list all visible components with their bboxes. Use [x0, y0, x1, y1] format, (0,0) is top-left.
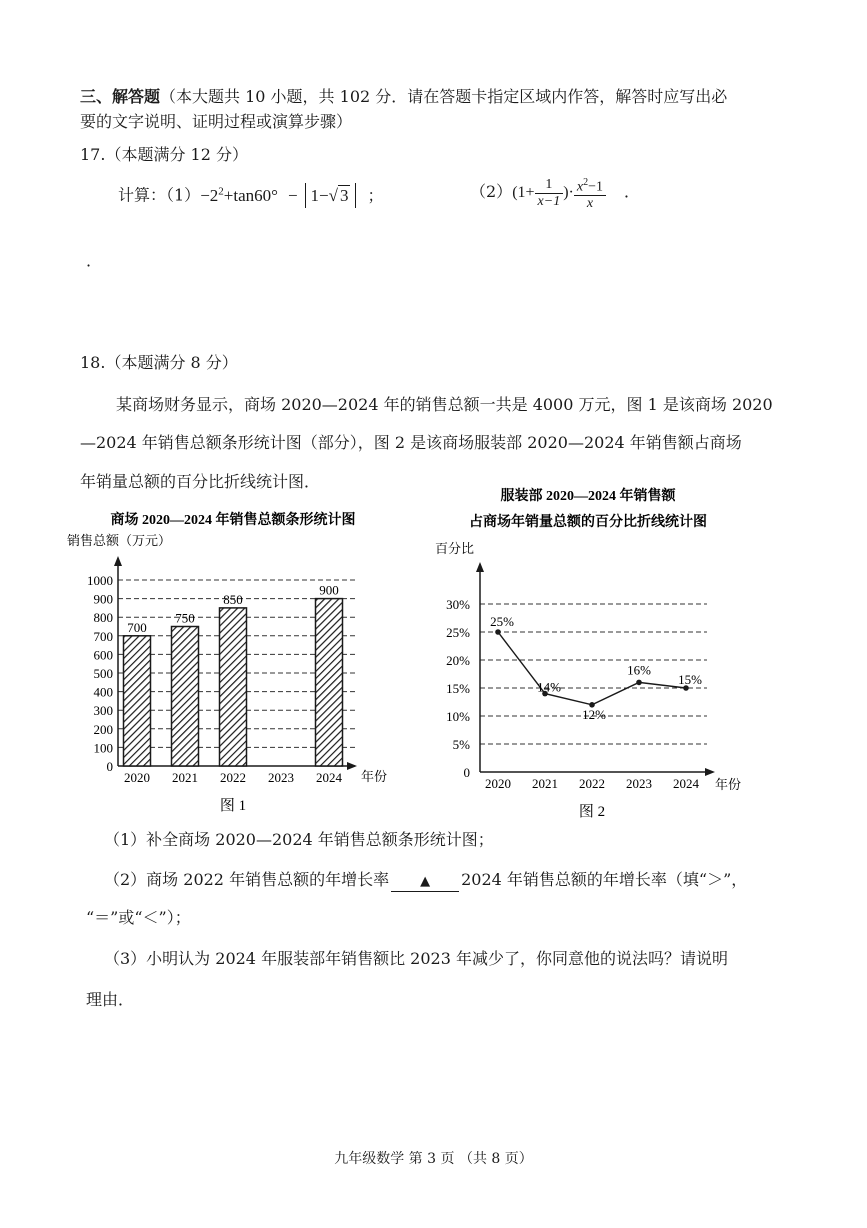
- line-chart-title-line1: 服装部 2020—2024 年销售额: [500, 489, 676, 504]
- x-tick-label: 2022: [579, 776, 605, 791]
- section-instructions-line2: 要的文字说明、证明过程或演算步骤）: [80, 112, 353, 131]
- answer-blank[interactable]: ▲: [391, 873, 459, 892]
- y-tick-label: 25%: [446, 625, 470, 640]
- y-tick-label: 0: [463, 765, 470, 780]
- y-tick-label: 5%: [452, 737, 470, 752]
- page-footer: 九年级数学 第 3 页 （共 8 页）: [334, 1151, 533, 1167]
- y-tick-label: 700: [93, 628, 113, 644]
- y-tick-label: 600: [93, 647, 113, 663]
- x-axis-arrow-icon: [705, 768, 715, 776]
- q18-sub3-line2: 理由．: [86, 990, 135, 1009]
- q17-p2-close: )·: [563, 184, 574, 201]
- x-tick-label: 2023: [626, 776, 652, 791]
- q17-expression-1: [118, 176, 383, 206]
- bar-chart-title: 商场 2020—2024 年销售总额条形统计图: [110, 513, 356, 528]
- section-title: 三、解答题: [80, 87, 161, 106]
- q17-p2-label: （2）: [470, 182, 513, 201]
- y-tick-label: 30%: [446, 597, 470, 612]
- line-chart: [425, 480, 755, 825]
- q18-sub2: [104, 867, 747, 892]
- y-tick-label: 400: [93, 684, 113, 700]
- line-chart-title-line2: 占商场年销量总额的百分比折线统计图: [469, 515, 707, 530]
- q17-header: 17.（本题满分 12 分）: [80, 145, 248, 164]
- data-point-2020: [495, 629, 501, 635]
- bar-chart-xlabel: 年份: [361, 769, 388, 784]
- stray-dot: ·: [86, 256, 92, 275]
- section-instructions-line1: （本大题共 10 小题，共 102 分．请在答题卡指定区域内作答，解答时应写出必: [160, 87, 728, 106]
- q17-radicand: 3: [339, 185, 349, 205]
- bar-data-label: 750: [175, 610, 195, 626]
- line-chart-xlabel: 年份: [715, 777, 742, 792]
- point-data-label: 15%: [678, 672, 702, 687]
- y-tick-label: 500: [93, 666, 113, 681]
- x-tick-label: 2024: [673, 776, 699, 791]
- q17-fraction-1: [535, 177, 564, 210]
- y-tick-label: 800: [93, 610, 113, 626]
- q17-p2-open: (1+: [512, 184, 535, 201]
- bar-data-label: 850: [223, 591, 243, 607]
- q17-p1-exponent: 2: [218, 185, 224, 197]
- y-tick-label: 20%: [446, 653, 470, 668]
- fraction-numerator-rest: −1: [588, 179, 603, 195]
- bar-data-label: 700: [127, 619, 147, 635]
- x-tick-label: 2021: [532, 776, 558, 791]
- q18-sub1: （1）补全商场 2020—2024 年销售总额条形统计图；: [104, 830, 494, 849]
- point-data-label: 14%: [537, 679, 561, 695]
- q17-p1-end: ；: [367, 185, 384, 205]
- q17-fraction-2: [574, 175, 606, 213]
- y-tick-label: 15%: [446, 681, 470, 696]
- q18-header: 18.（本题满分 8 分）: [80, 353, 238, 372]
- sqrt-icon: √: [328, 185, 338, 205]
- q17-abs-inner: 1−: [310, 185, 329, 205]
- bar-chart-ylabel: 销售总额（万元）: [67, 533, 172, 548]
- y-tick-label: 300: [93, 703, 113, 719]
- x-tick-label: 2021: [172, 770, 198, 785]
- q17-p1-minus: −: [287, 185, 298, 205]
- point-data-label: 16%: [627, 662, 651, 678]
- x-tick-label: 2024: [316, 770, 342, 785]
- fraction-denominator: x−1: [537, 193, 561, 209]
- bar-chart: [55, 500, 435, 825]
- q18-para-line2: —2024 年销售总额条形统计图（部分），图 2 是该商场服装部 2020—2024 年销售额占商场: [80, 433, 742, 452]
- q17-p1-tan: +tan60°: [223, 185, 278, 205]
- y-tick-label: 0: [106, 759, 113, 774]
- y-tick-label: 1000: [87, 573, 113, 588]
- bar-2021: [172, 627, 199, 767]
- fraction-numerator: 1: [535, 177, 564, 194]
- y-tick-label: 900: [93, 591, 113, 607]
- q18-sub2-line2: “＝”或“＜”）；: [86, 908, 191, 927]
- x-axis-arrow-icon: [347, 762, 357, 770]
- fraction-numerator-var: x: [576, 179, 584, 195]
- q17-p2-end: ．: [624, 182, 641, 201]
- y-axis-arrow-icon: [476, 562, 484, 572]
- q18-sub2-text-b: 2024 年销售总额的年增长率（填“＞”，: [461, 870, 748, 889]
- q17-prefix: 计算：（1）: [118, 185, 201, 205]
- y-tick-label: 10%: [446, 709, 470, 724]
- figure-1-caption: 图 1: [219, 798, 247, 814]
- point-data-label: 25%: [490, 614, 514, 629]
- section-header: [80, 84, 727, 107]
- bar-data-label: 900: [319, 582, 339, 598]
- q18-sub3: （3）小明认为 2024 年服装部年销售额比 2023 年减少了，你同意他的说法吗？请说明: [104, 949, 728, 968]
- data-point-2023: [636, 680, 642, 686]
- figure-2-caption: 图 2: [578, 804, 606, 820]
- bar-2022: [220, 608, 247, 766]
- x-tick-label: 2020: [485, 776, 511, 791]
- y-axis-arrow-icon: [114, 556, 122, 566]
- point-data-label: 12%: [582, 706, 606, 722]
- fraction-denominator: x: [586, 196, 594, 212]
- y-tick-label: 100: [93, 740, 113, 756]
- series-line: [498, 632, 686, 705]
- line-chart-ylabel: 百分比: [435, 541, 475, 556]
- q18-para-line3: 年销量总额的百分比折线统计图．: [80, 472, 321, 491]
- y-tick-label: 200: [93, 721, 113, 737]
- x-tick-label: 2020: [124, 770, 150, 785]
- q18-sub2-text-a: （2）商场 2022 年销售总额的年增长率: [104, 870, 390, 889]
- bar-2024: [316, 599, 343, 766]
- x-tick-label: 2023: [268, 770, 294, 785]
- q17-expression-2: [470, 172, 640, 212]
- fraction-numerator-exp: 2: [583, 176, 589, 188]
- bar-2020: [124, 636, 151, 766]
- q18-para-line1: 某商场财务显示，商场 2020—2024 年的销售总额一共是 4000 万元，图 1 是该商场 2020: [116, 395, 773, 414]
- q17-p1-term: −2: [200, 185, 219, 205]
- x-tick-label: 2022: [220, 770, 246, 785]
- q17-abs-value: [305, 183, 357, 208]
